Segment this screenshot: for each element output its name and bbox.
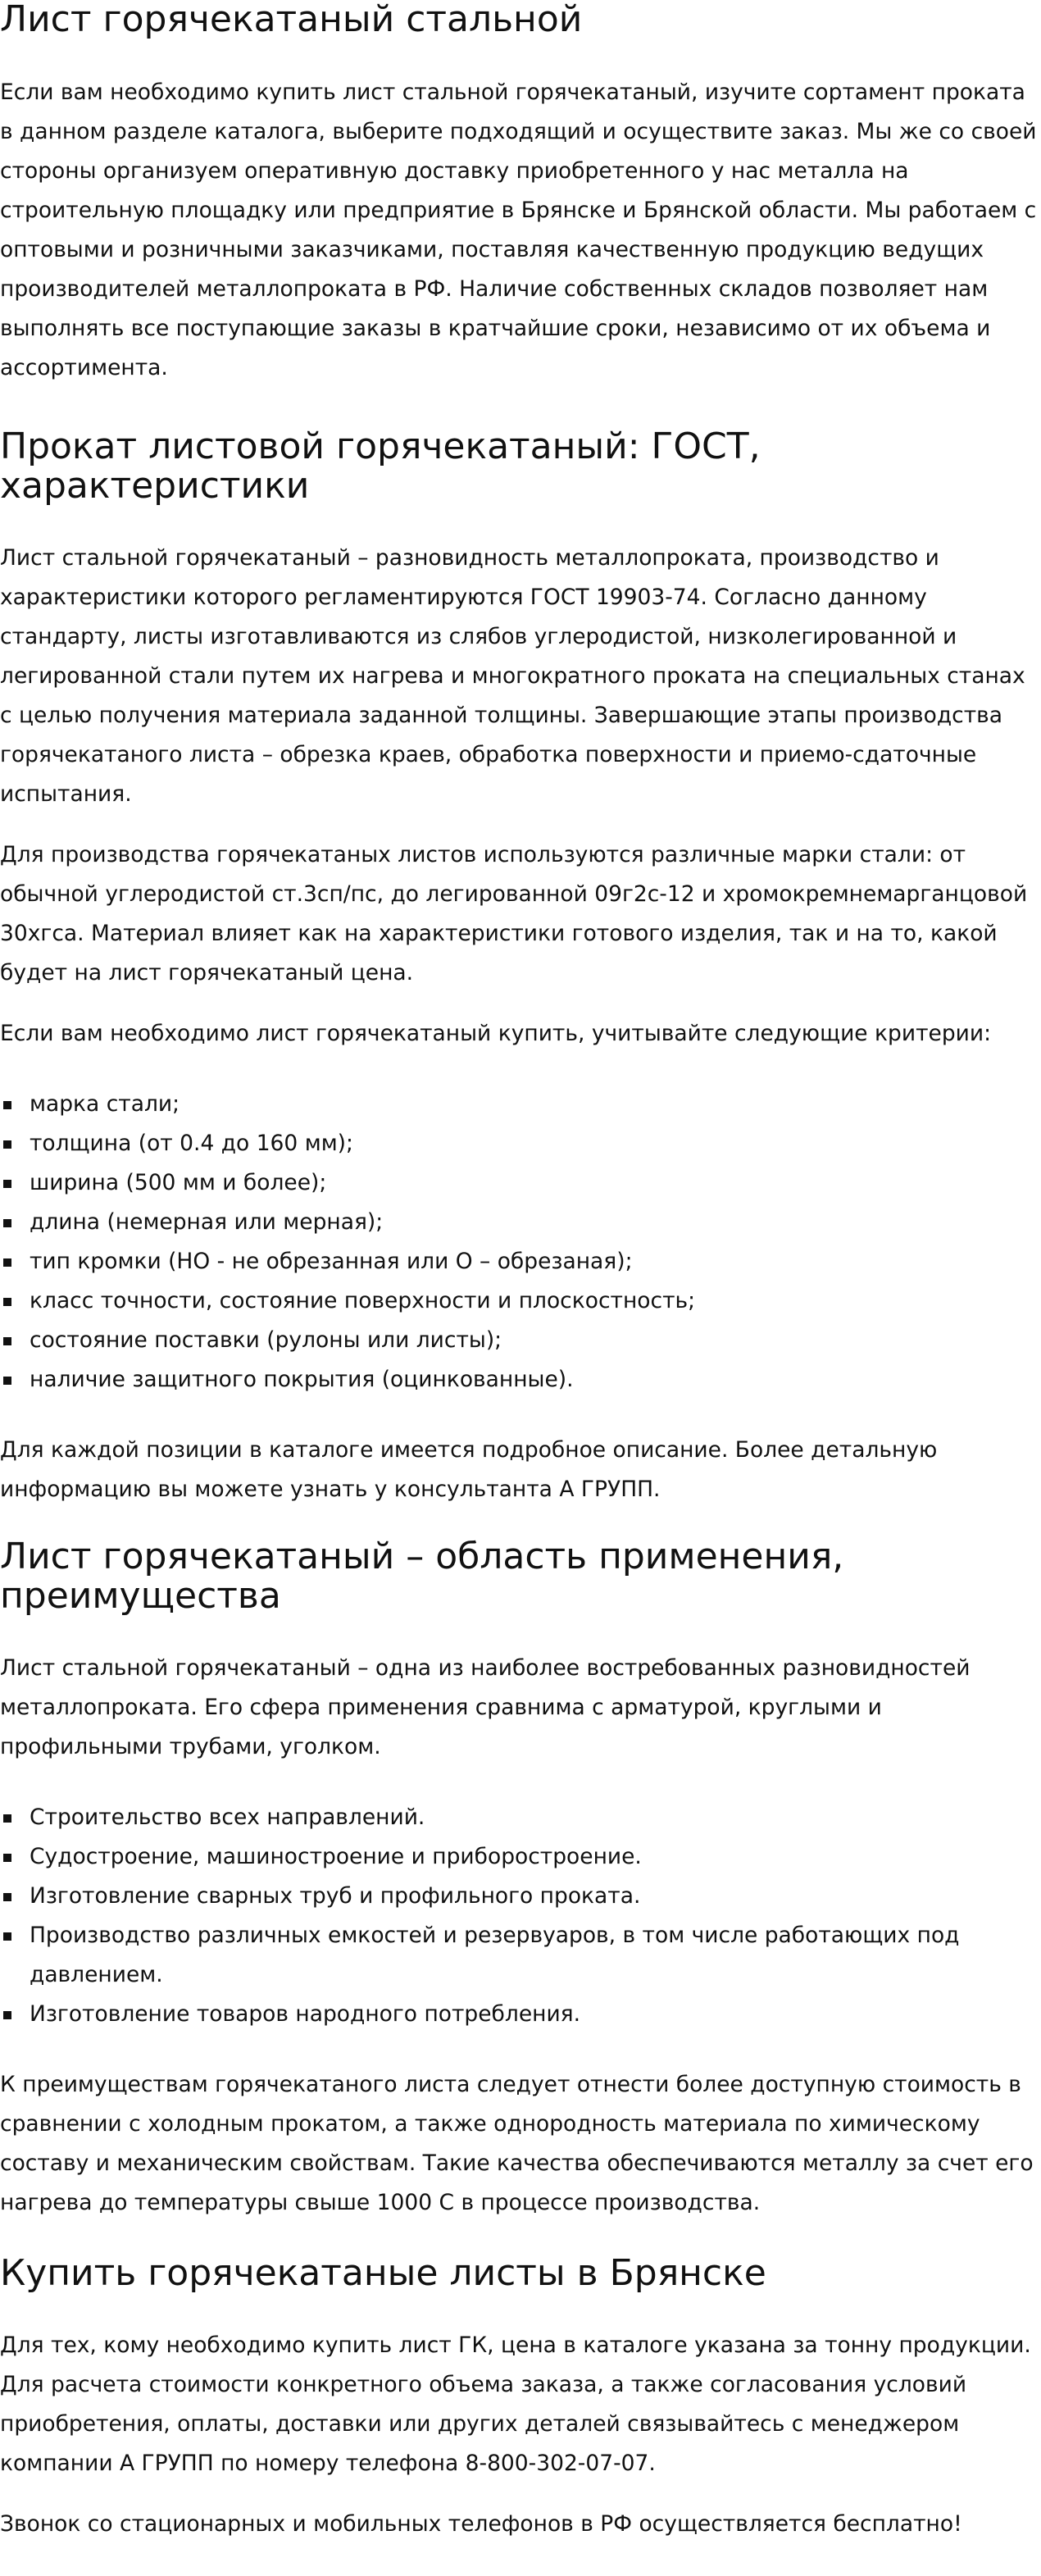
uses-list bbox=[0, 1798, 1039, 2034]
list-item-text: Производство различных емкостей и резервуаров, в том числе работающих под давлением. bbox=[30, 1923, 960, 1987]
bullet-icon bbox=[3, 1219, 11, 1227]
list-item bbox=[0, 1798, 1039, 1837]
section-gost-paragraph-3: Если вам необходимо лист горячекатаный купить, учитывайте следующие критерии: bbox=[0, 1021, 992, 1046]
intro-paragraph: Если вам необходимо купить лист стальной горячекатаный, изучите сортамент проката в данном разделе каталога, выберите подходящий и осуществите заказ. Мы же со своей стороны организуем оперативную доставку приобретенного у нас металла на строительную площадку или предприятие в Брянске и Брянской области. Мы работаем с оптовыми и розничными заказчиками, поставляя качественную продукцию ведущих производителей металлопроката в РФ. Наличие собственных складов позволяет нам выполнять все поступающие заказы в кратчайшие сроки, независимо от их объема и ассортимента. bbox=[0, 80, 1037, 380]
section-gost-paragraph-2: Для производства горячекатаных листов используются различные марки стали: от обычной углеродистой ст.3сп/пс, до легированной 09г2с-12 и хромокремнемарганцовой 30хгса. Материал влияет как на характеристики готового изделия, так и на то, какой будет на лист горячекатаный цена. bbox=[0, 842, 1028, 985]
section-usage-paragraph-1: Лист стальной горячекатаный – одна из наиболее востребованных разновидностей металлопроката. Его сфера применения сравнима с арматурой, круглыми и профильными трубами, уголком. bbox=[0, 1655, 971, 1759]
list-item bbox=[0, 1203, 1039, 1242]
section-gost-paragraph-1: Лист стальной горячекатаный – разновидность металлопроката, производство и характеристики которого регламентируются ГОСТ 19903-74. Согласно данному стандарту, листы изготавливаются из слябов углеродистой, низколегированной и легированной стали путем их нагрева и многократного проката на специальных станах с целью получения материала заданной толщины. Завершающие этапы производства горячекатаного листа – обрезка краев, обработка поверхности и приемо-сдаточные испытания. bbox=[0, 545, 1025, 807]
bullet-icon bbox=[3, 1814, 11, 1823]
bullet-icon bbox=[3, 1893, 11, 1901]
list-item-text: Изготовление товаров народного потребления. bbox=[30, 2001, 581, 2027]
bullet-icon bbox=[3, 1258, 11, 1267]
criteria-list bbox=[0, 1085, 1039, 1400]
list-item bbox=[0, 1995, 1039, 2034]
bullet-icon bbox=[3, 1854, 11, 1862]
list-item-text: Строительство всех направлений. bbox=[30, 1805, 425, 1830]
list-item-text: состояние поставки (рулоны или листы); bbox=[30, 1327, 502, 1353]
bullet-icon bbox=[3, 1377, 11, 1385]
section-heading-usage: Лист горячекатаный – область применения, преимущества bbox=[0, 1536, 844, 1617]
section-buy-paragraph-2: Звонок со стационарных и мобильных телефонов в РФ осуществляется бесплатно! bbox=[0, 2511, 962, 2537]
list-item bbox=[0, 1837, 1039, 1877]
list-item bbox=[0, 1085, 1039, 1124]
list-item-text: длина (немерная или мерная); bbox=[30, 1209, 384, 1235]
bullet-icon bbox=[3, 2011, 11, 2019]
bullet-icon bbox=[3, 1101, 11, 1109]
list-item bbox=[0, 1242, 1039, 1281]
list-item-text: класс точности, состояние поверхности и плоскостность; bbox=[30, 1288, 696, 1313]
list-item bbox=[0, 1877, 1039, 1916]
list-item bbox=[0, 1321, 1039, 1360]
bullet-icon bbox=[3, 1140, 11, 1149]
list-item bbox=[0, 1916, 1039, 1995]
list-item-text: наличие защитного покрытия (оцинкованные). bbox=[30, 1367, 574, 1392]
list-item bbox=[0, 1163, 1039, 1203]
page-title: Лист горячекатаный стальной bbox=[0, 0, 583, 40]
bullet-icon bbox=[3, 1180, 11, 1188]
list-item-text: тип кромки (НО - не обрезанная или О – обрезаная); bbox=[30, 1249, 633, 1274]
section-gost-paragraph-4: Для каждой позиции в каталоге имеется подробное описание. Более детальную информацию вы можете узнать у консультанта А ГРУПП. bbox=[0, 1437, 938, 1502]
bullet-icon bbox=[3, 1298, 11, 1306]
list-item bbox=[0, 1124, 1039, 1163]
section-buy-paragraph-1: Для тех, кому необходимо купить лист ГК, цена в каталоге указана за тонну продукции. Для расчета стоимости конкретного объема заказа, а также согласования условий приобретения, оплаты, доставки или других деталей связывайтесь с менеджером компании А ГРУПП по номеру телефона 8-800-302-07-07. bbox=[0, 2333, 1031, 2476]
list-item-text: ширина (500 мм и более); bbox=[30, 1170, 327, 1195]
list-item bbox=[0, 1281, 1039, 1321]
section-usage-paragraph-2: К преимуществам горячекатаного листа следует отнести более доступную стоимость в сравнении с холодным прокатом, а также однородность материала по химическому составу и механическим свойствам. Такие качества обеспечиваются металлу за счет его нагрева до температуры свыше 1000 С в процессе производства. bbox=[0, 2072, 1034, 2215]
list-item-text: толщина (от 0.4 до 160 мм); bbox=[30, 1131, 353, 1156]
list-item-text: марка стали; bbox=[30, 1091, 180, 1117]
list-item-text: Судостроение, машиностроение и приборостроение. bbox=[30, 1844, 642, 1869]
bullet-icon bbox=[3, 1337, 11, 1345]
section-heading-buy: Купить горячекатаные листы в Брянске bbox=[0, 2252, 766, 2294]
list-item-text: Изготовление сварных труб и профильного проката. bbox=[30, 1883, 641, 1909]
section-heading-gost: Прокат листовой горячекатаный: ГОСТ, характеристики bbox=[0, 426, 761, 507]
bullet-icon bbox=[3, 1932, 11, 1941]
list-item bbox=[0, 1360, 1039, 1400]
